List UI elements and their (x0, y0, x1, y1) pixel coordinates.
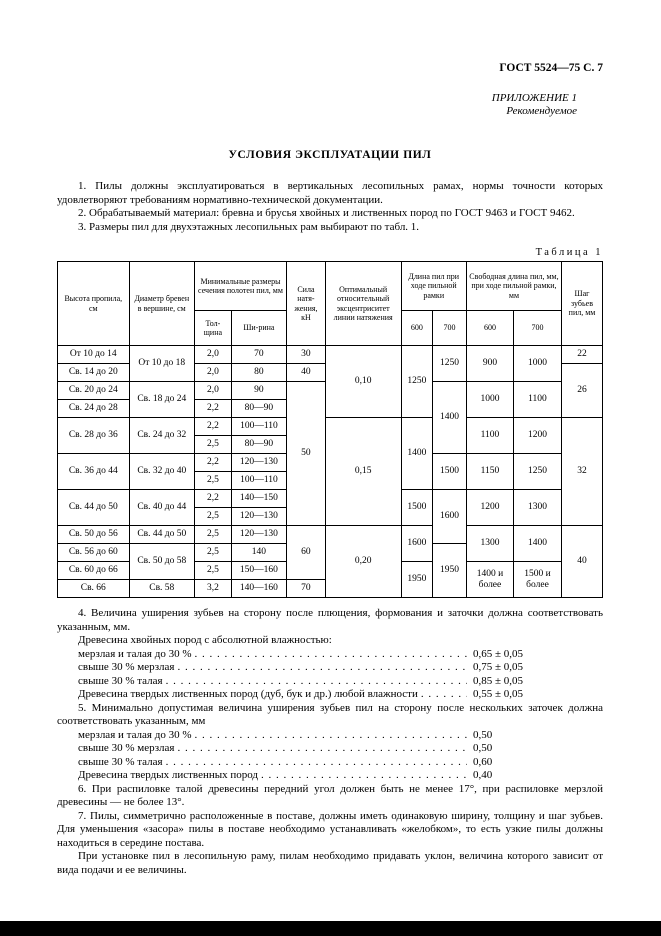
note-item-value: 0,40 (473, 769, 493, 781)
table-cell: 1100 (466, 418, 513, 454)
table-cell: 1000 (513, 346, 561, 382)
table-caption: Таблица 1 (535, 247, 603, 258)
dot-leader (166, 675, 467, 689)
table-cell: 1150 (466, 454, 513, 490)
table-cell: 2,2 (195, 490, 232, 508)
note-item-label: мерзлая и талая до 30 % (78, 647, 192, 660)
table-cell: Св. 40 до 44 (129, 490, 194, 526)
table-cell: Св. 56 до 60 (58, 544, 130, 562)
table-cell: 80—90 (231, 400, 286, 418)
table-cell: От 10 до 18 (129, 346, 194, 382)
note-item-value: 0,55 ± 0,05 (473, 688, 524, 700)
header-width: Ши-рина (231, 311, 286, 346)
table-cell: Св. 32 до 40 (129, 454, 194, 490)
table-cell: 0,15 (325, 418, 401, 526)
document-title: УСЛОВИЯ ЭКСПЛУАТАЦИИ ПИЛ (228, 149, 432, 161)
table-cell: 2,5 (195, 526, 232, 544)
table-cell: 1250 (401, 346, 433, 418)
note-item-label: Древесина твердых лиственных пород (дуб, бук и др.) любой влажности (78, 688, 418, 700)
table-cell: 40 (287, 364, 326, 382)
table-cell: 1950 (433, 544, 467, 598)
note-item-label: свыше 30 % мерзлая (78, 742, 175, 754)
table-cell: 2,0 (195, 382, 232, 400)
dot-leader (178, 742, 468, 756)
table-cell: 1400 (513, 526, 561, 562)
table-cell: Св. 50 до 58 (129, 544, 194, 580)
table-cell: 1400 (433, 382, 467, 454)
table-cell: 120—130 (231, 526, 286, 544)
table-cell: 1200 (513, 418, 561, 454)
note-item-value: 0,60 (473, 755, 493, 768)
paragraph-3: 3. Размеры пил для двухэтажных лесопильных рам выбирают по табл. 1. (78, 220, 420, 233)
table-cell: 2,5 (195, 472, 232, 490)
table-cell: 2,5 (195, 508, 232, 526)
paragraph-7: 7. Пилы, симметрично расположенные в поставе, должны иметь одинаковую ширину, толщину и шаг зубьев. Для уменьшения «засора» пилы в поставе необходимо устанавливать «желобком», то есть узкие пилы должны находиться в середине постава. (57, 809, 603, 849)
table-cell: Св. 44 до 50 (129, 526, 194, 544)
paragraph-2: 2. Обрабатываемый материал: бревна и брусья хвойных и лиственных пород по ГОСТ 9463 и ГОСТ 9462. (78, 207, 575, 219)
table-cell: Св. 20 до 24 (58, 382, 130, 400)
header-cut-height: Высота пропила, см (58, 262, 130, 346)
note-item-label: свыше 30 % талая (78, 755, 163, 768)
header-tooth-pitch: Шаг зубьев пил, мм (562, 262, 603, 346)
gost-number-header: ГОСТ 5524—75 С. 7 (499, 62, 603, 74)
notes-section (57, 607, 603, 877)
table-cell: Св. 24 до 28 (58, 400, 130, 418)
table-cell: 100—110 (231, 472, 286, 490)
note-item-label: мерзлая и талая до 30 % (78, 728, 192, 741)
table-cell: 70 (287, 580, 326, 598)
table-cell: 1950 (401, 562, 433, 598)
paragraph-4-intro: Древесина хвойных пород с абсолютной влажностью: (78, 634, 332, 646)
note-item (78, 661, 603, 675)
scan-artifact-bar (0, 921, 661, 936)
table-cell: 0,20 (325, 526, 401, 598)
table-cell: Св. 28 до 36 (58, 418, 130, 454)
table-cell: 1500 (401, 490, 433, 526)
table-cell: 2,5 (195, 436, 232, 454)
table-cell: 1500 (433, 454, 467, 490)
annex-sublabel: Рекомендуемое (506, 105, 577, 117)
dot-leader (195, 648, 467, 662)
table-cell: 2,0 (195, 364, 232, 382)
note-item (78, 769, 603, 783)
table-row (58, 346, 603, 364)
table-cell: Св. 66 (58, 580, 130, 598)
table-cell: 2,5 (195, 562, 232, 580)
header-tension-force: Сила натя-жения, кН (287, 262, 326, 346)
table-cell: 1250 (513, 454, 561, 490)
header-eccentricity: Оптимальный относительный эксцентриситет линии натяжения (325, 262, 401, 346)
dot-leader (178, 661, 468, 675)
table-cell: 40 (562, 526, 603, 598)
note-item (78, 742, 603, 756)
table-cell: 120—130 (231, 508, 286, 526)
header-stroke-600-a: 600 (401, 311, 433, 346)
note-item-label: Древесина твердых лиственных пород (78, 769, 259, 781)
table-cell: Св. 58 (129, 580, 194, 598)
paragraph-5: 5. Минимально допустимая величина уширения зубьев пил на сторону после нескольких заточек должна соответствовать указанным, мм (57, 701, 603, 727)
note-item (78, 648, 603, 662)
table-cell: 2,5 (195, 544, 232, 562)
table-cell: 1400 (401, 418, 433, 490)
paragraph-6: 6. При распиловке талой древесины передний угол должен быть не менее 17°, при распиловке мерзлой древесины — не более 13°. (57, 782, 603, 808)
header-log-diameter: Диаметр бревен в вершине, см (129, 262, 194, 346)
note-item-value: 0,75 ± 0,05 (473, 661, 524, 673)
table-cell: От 10 до 14 (58, 346, 130, 364)
annex-block (57, 92, 603, 118)
header-stroke-700-a: 700 (433, 311, 467, 346)
note-item-value: 0,50 (473, 728, 493, 741)
table-cell: 1000 (466, 382, 513, 418)
header-stroke-600-b: 600 (466, 311, 513, 346)
note-item (78, 675, 603, 689)
table-cell: Св. 24 до 32 (129, 418, 194, 454)
table-cell: 1500 и более (513, 562, 561, 598)
table-cell: 1200 (466, 490, 513, 526)
table-cell: 80—90 (231, 436, 286, 454)
table-cell: 1250 (433, 346, 467, 382)
header-thickness: Тол-щина (195, 311, 232, 346)
table-cell: 2,2 (195, 400, 232, 418)
table-cell: 120—130 (231, 454, 286, 472)
saw-dimensions-table (57, 261, 603, 598)
table-cell: 140—160 (231, 580, 286, 598)
table-cell: 1300 (513, 490, 561, 526)
dot-leader (261, 769, 467, 783)
table-cell: Св. 14 до 20 (58, 364, 130, 382)
table-cell: 70 (231, 346, 286, 364)
table-cell: 60 (287, 526, 326, 580)
table-cell: Св. 60 до 66 (58, 562, 130, 580)
paragraph-8: При установке пил в лесопильную раму, пилам необходимо придавать уклон, величина которого зависит от вида подачи и ее величины. (57, 850, 603, 876)
note-item (78, 688, 603, 702)
table-cell: Св. 50 до 56 (58, 526, 130, 544)
note-item-value: 0,65 ± 0,05 (473, 647, 524, 660)
dot-leader (166, 756, 467, 770)
table-cell: 2,2 (195, 454, 232, 472)
note-item (78, 756, 603, 770)
table-cell: 1600 (401, 526, 433, 562)
paragraph-1: 1. Пилы должны эксплуатироваться в вертикальных лесопильных рамах, нормы точности которых удовлетворяют требованиям нормативно-технической документации. (57, 180, 603, 206)
table-row (58, 526, 603, 544)
table-cell: 1600 (433, 490, 467, 544)
dot-leader (195, 729, 467, 743)
table-cell: 1300 (466, 526, 513, 562)
header-saw-length: Длина пил при ходе пильной рамки (401, 262, 466, 311)
table-cell: Св. 44 до 50 (58, 490, 130, 526)
table-cell: 150—160 (231, 562, 286, 580)
table-cell: 3,2 (195, 580, 232, 598)
table-cell: 90 (231, 382, 286, 400)
header-stroke-700-b: 700 (513, 311, 561, 346)
table-cell: 1100 (513, 382, 561, 418)
header-free-length: Свободная длина пил, мм, при ходе пильной рамки, мм (466, 262, 561, 311)
table-cell: 30 (287, 346, 326, 364)
table-cell: 140 (231, 544, 286, 562)
table-cell: Св. 18 до 24 (129, 382, 194, 418)
dot-leader (421, 688, 467, 702)
table-cell: 80 (231, 364, 286, 382)
table-cell: 2,2 (195, 418, 232, 436)
table-cell: 900 (466, 346, 513, 382)
table-cell: 100—110 (231, 418, 286, 436)
paragraph-4: 4. Величина уширения зубьев на сторону после плющения, формования и заточки должна соответствовать указанным, мм. (57, 607, 603, 633)
table-cell: 26 (562, 364, 603, 418)
table-cell: 0,10 (325, 346, 401, 418)
note-item-label: свыше 30 % мерзлая (78, 661, 175, 673)
table-cell: Св. 36 до 44 (58, 454, 130, 490)
header-min-section: Минимальные размеры сечения полотен пил, мм (195, 262, 287, 311)
table-cell: 2,0 (195, 346, 232, 364)
note-item (78, 729, 603, 743)
note-item-value: 0,50 (473, 742, 493, 754)
table-row (58, 418, 603, 436)
note-item-value: 0,85 ± 0,05 (473, 674, 524, 687)
table-cell: 50 (287, 382, 326, 526)
note-item-label: свыше 30 % талая (78, 674, 163, 687)
table-cell: 22 (562, 346, 603, 364)
annex-label: ПРИЛОЖЕНИЕ 1 (491, 92, 577, 104)
table-cell: 1400 и более (466, 562, 513, 598)
table-cell: 140—150 (231, 490, 286, 508)
table-cell: 32 (562, 418, 603, 526)
